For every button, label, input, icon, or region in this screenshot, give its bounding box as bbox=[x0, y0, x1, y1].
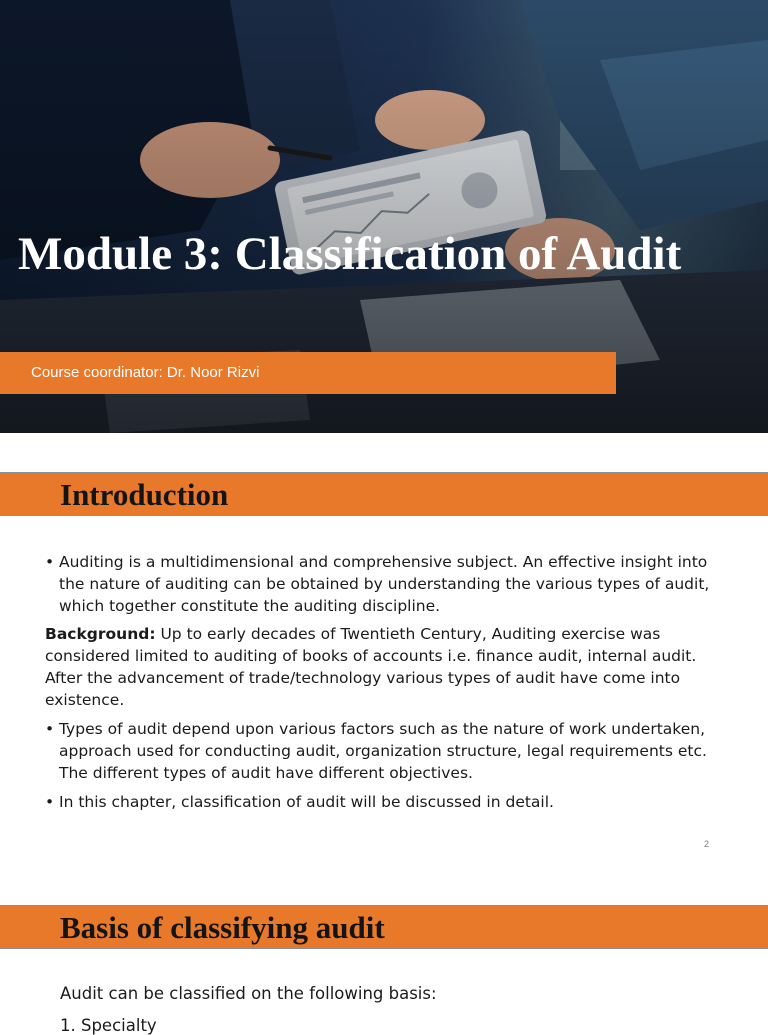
basis-list-item: 1. Specialty bbox=[60, 1016, 157, 1035]
basis-slide bbox=[0, 896, 768, 1035]
coordinator-banner bbox=[0, 352, 616, 394]
background-label: Background: bbox=[45, 625, 156, 643]
bullet-item: • In this chapter, classification of audit will be discussed in detail. bbox=[45, 791, 725, 813]
basis-lead-text: Audit can be classified on the following basis: bbox=[60, 984, 437, 1003]
page-number: 2 bbox=[704, 839, 710, 849]
coordinator-text: Course coordinator: Dr. Noor Rizvi bbox=[31, 364, 260, 381]
introduction-header-bar bbox=[0, 472, 768, 516]
bullet-item: • Auditing is a multidimensional and comprehensive subject. An effective insight into the nature of auditing can be obtained by understanding the various types of audit, which together constitute the auditing discipline. bbox=[45, 551, 725, 617]
basis-header-bar bbox=[0, 905, 768, 949]
title-slide bbox=[0, 0, 768, 433]
introduction-slide bbox=[0, 441, 768, 861]
slide-title: Module 3: Classification of Audit bbox=[18, 228, 682, 280]
background-paragraph bbox=[45, 623, 725, 711]
introduction-heading: Introduction bbox=[60, 477, 229, 512]
basis-heading: Basis of classifying audit bbox=[60, 910, 385, 945]
background-text: Up to early decades of Twentieth Century, Auditing exercise was considered limited to auditing of books of accounts i.e. finance audit, internal audit. After the advancement of trade/technology various types of audit have come into existence. bbox=[45, 625, 697, 709]
introduction-body bbox=[45, 551, 725, 813]
bullet-item: • Types of audit depend upon various factors such as the nature of work undertaken, approach used for conducting audit, organization structure, legal requirements etc. The different types of audit have different objectives. bbox=[45, 718, 725, 784]
